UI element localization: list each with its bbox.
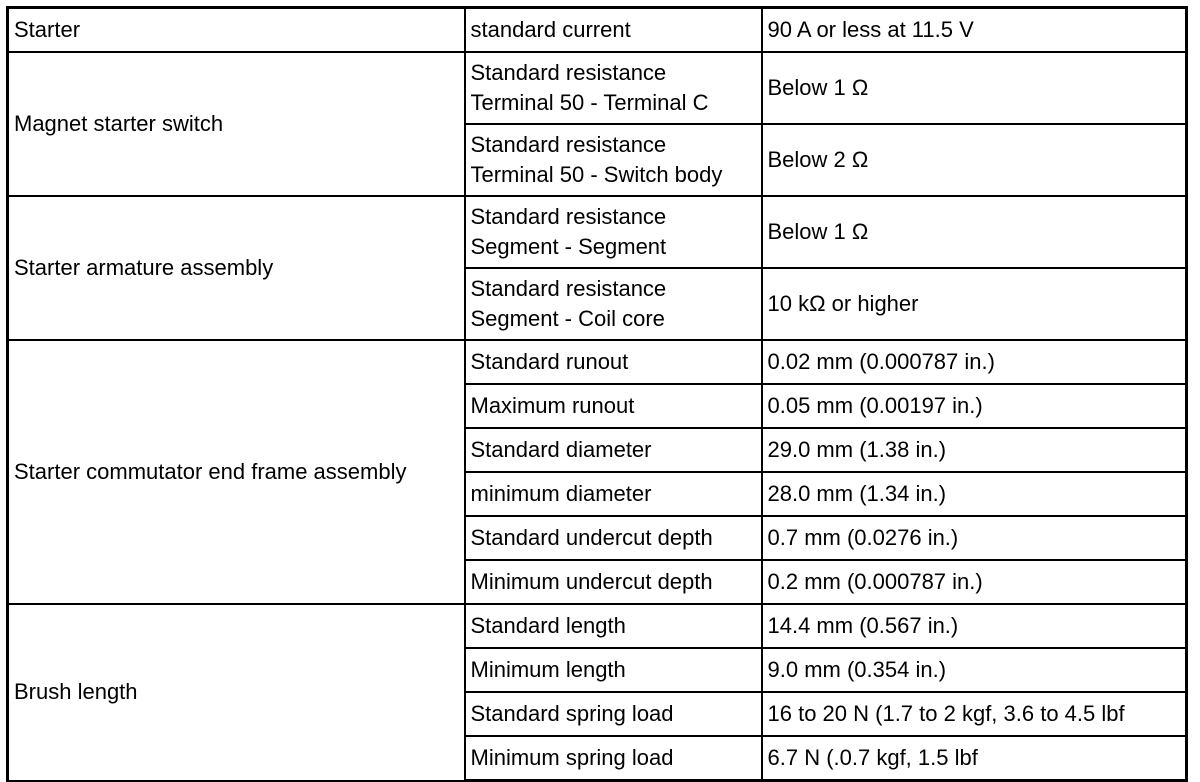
item-cell bbox=[465, 52, 762, 124]
value-cell: 14.4 mm (0.567 in.) bbox=[762, 604, 1187, 648]
item-cell bbox=[465, 124, 762, 196]
value-cell: 0.02 mm (0.000787 in.) bbox=[762, 340, 1187, 384]
item-cell: Minimum spring load bbox=[465, 736, 762, 781]
table-row bbox=[8, 604, 1187, 648]
item-cell: Standard length bbox=[465, 604, 762, 648]
item-cell: standard current bbox=[465, 8, 762, 53]
item-line: Standard resistance bbox=[470, 60, 667, 85]
table-row bbox=[8, 340, 1187, 384]
value-cell: 16 to 20 N (1.7 to 2 kgf, 3.6 to 4.5 lbf bbox=[762, 692, 1187, 736]
value-cell: Below 2 Ω bbox=[762, 124, 1187, 196]
item-cell: Standard undercut depth bbox=[465, 516, 762, 560]
group-cell-starter-armature-assembly: Starter armature assembly bbox=[8, 196, 465, 340]
item-line: Segment - Coil core bbox=[470, 306, 665, 331]
table-row bbox=[8, 8, 1187, 53]
item-cell: Minimum length bbox=[465, 648, 762, 692]
item-cell: minimum diameter bbox=[465, 472, 762, 516]
item-line: Standard resistance bbox=[470, 276, 667, 301]
item-line: Terminal 50 - Switch body bbox=[470, 162, 723, 187]
item-line: Terminal 50 - Terminal C bbox=[470, 90, 709, 115]
item-cell: Standard runout bbox=[465, 340, 762, 384]
item-cell: Standard diameter bbox=[465, 428, 762, 472]
value-cell: 9.0 mm (0.354 in.) bbox=[762, 648, 1187, 692]
group-cell-brush-length: Brush length bbox=[8, 604, 465, 781]
value-cell: 90 A or less at 11.5 V bbox=[762, 8, 1187, 53]
value-cell: 6.7 N (.0.7 kgf, 1.5 lbf bbox=[762, 736, 1187, 781]
item-line: Standard resistance bbox=[470, 204, 667, 229]
item-cell: Minimum undercut depth bbox=[465, 560, 762, 604]
specification-table bbox=[6, 6, 1188, 782]
item-line: Standard resistance bbox=[470, 132, 667, 157]
group-cell-starter: Starter bbox=[8, 8, 465, 53]
value-cell: 0.2 mm (0.000787 in.) bbox=[762, 560, 1187, 604]
value-cell: 10 kΩ or higher bbox=[762, 268, 1187, 340]
table-row bbox=[8, 52, 1187, 124]
item-cell bbox=[465, 196, 762, 268]
value-cell: Below 1 Ω bbox=[762, 196, 1187, 268]
value-cell: Below 1 Ω bbox=[762, 52, 1187, 124]
item-cell bbox=[465, 268, 762, 340]
value-cell: 29.0 mm (1.38 in.) bbox=[762, 428, 1187, 472]
item-line: Segment - Segment bbox=[470, 234, 667, 259]
group-cell-magnet-starter-switch: Magnet starter switch bbox=[8, 52, 465, 196]
item-cell: Maximum runout bbox=[465, 384, 762, 428]
table-row bbox=[8, 196, 1187, 268]
group-cell-starter-commutator-end-frame-assembly: Starter commutator end frame assembly bbox=[8, 340, 465, 604]
value-cell: 28.0 mm (1.34 in.) bbox=[762, 472, 1187, 516]
value-cell: 0.7 mm (0.0276 in.) bbox=[762, 516, 1187, 560]
item-cell: Standard spring load bbox=[465, 692, 762, 736]
value-cell: 0.05 mm (0.00197 in.) bbox=[762, 384, 1187, 428]
